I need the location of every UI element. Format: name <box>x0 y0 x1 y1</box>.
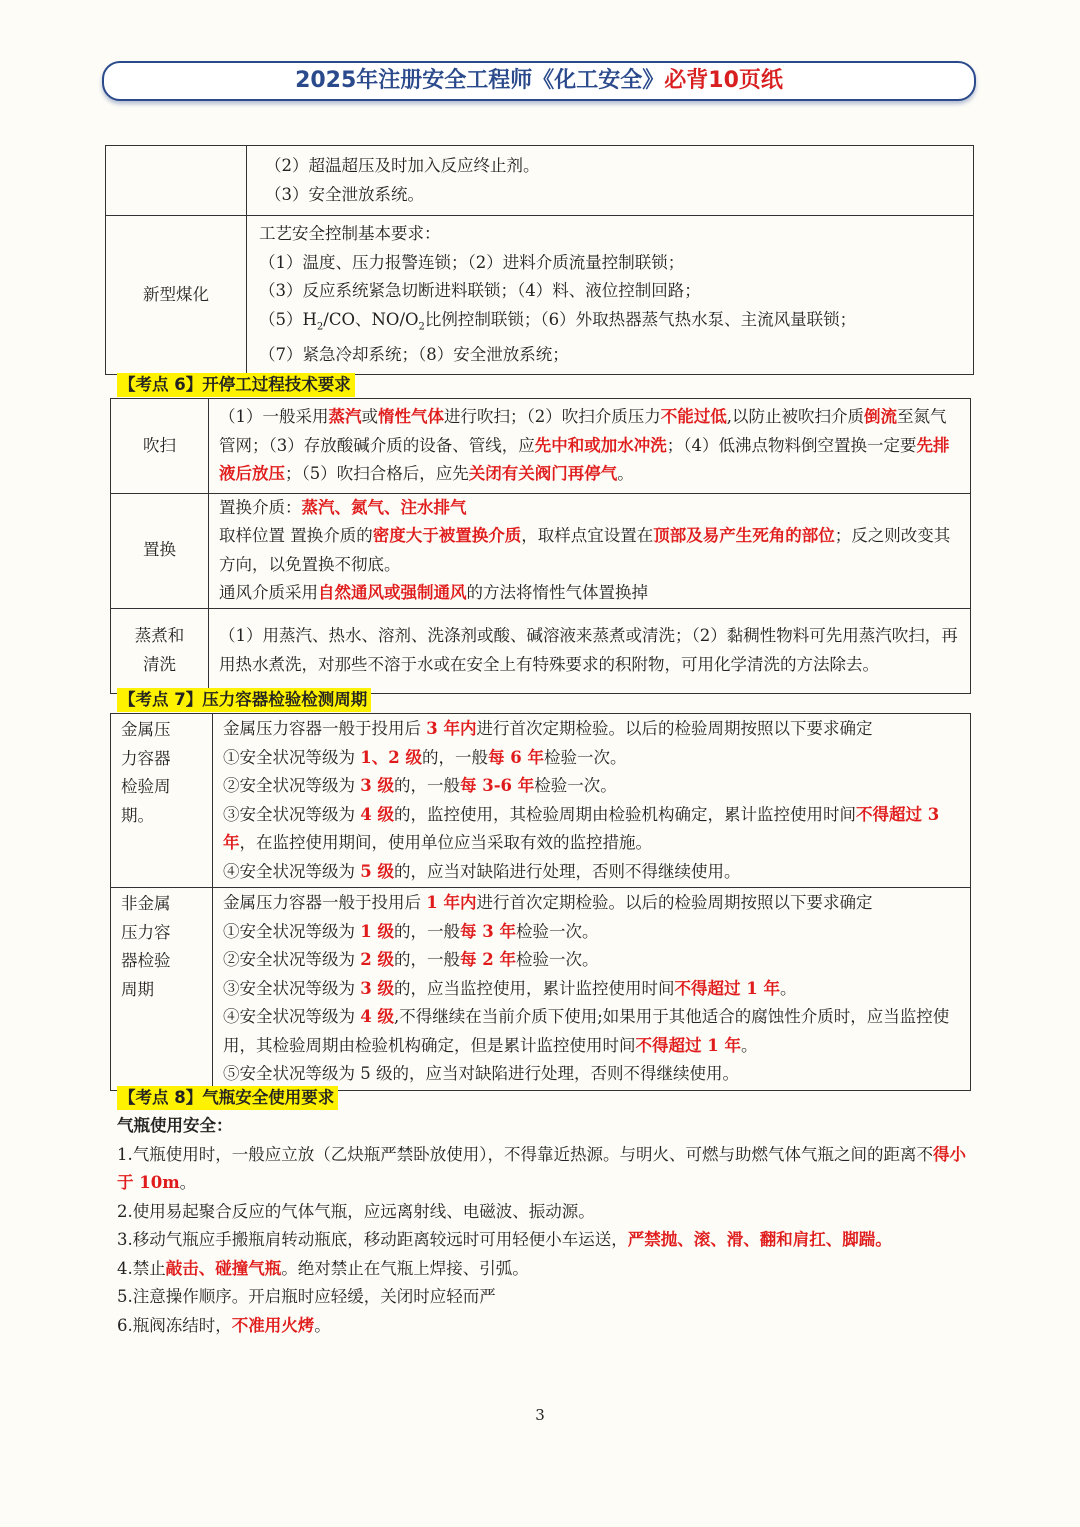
text-line: ④安全状况等级为 4 级,不得继续在当前介质下使用;如果用于其他适合的腐蚀性介质时，应当监控使用，其检验周期由检验机构确定，但是累计监控使用时间不得超过 1 年。 <box>223 1007 950 1055</box>
text-line: ①安全状况等级为 1 级的，一般每 3 年检验一次。 <box>223 921 599 941</box>
page-number: 3 <box>535 1406 545 1424</box>
startup-shutdown-table <box>110 398 971 694</box>
list-item: 6.瓶阀冻结时，不准用火烤。 <box>117 1315 331 1335</box>
text-line: 金属压力容器一般于投用后 1 年内进行首次定期检验。以后的检验周期按照以下要求确定 <box>223 893 873 912</box>
text-line: 工艺安全控制基本要求： <box>259 224 441 243</box>
list-item: 1.气瓶使用时，一般应立放（乙炔瓶严禁卧放使用），不得靠近热源。与明火、可燃与助燃气体气瓶之间的距离不得小于 10m。 <box>117 1144 966 1192</box>
banner-title: 2025年注册安全工程师《化工安全》 <box>295 68 665 93</box>
text-line: ③安全状况等级为 4 级的，监控使用，其检验周期由检验机构确定，累计监控使用时间不得超过 3 年，在监控使用期间，使用单位应当采取有效的监控措施。 <box>223 804 940 852</box>
text-line: 金属压力容器一般于投用后 3 年内进行首次定期检验。以后的检验周期按照以下要求确定 <box>223 719 873 738</box>
text-line: 取样位置 置换介质的密度大于被置换介质，取样点宜设置在顶部及易产生死角的部位；反之则改变其方向，以免置换不彻底。 <box>219 526 951 574</box>
text-line: （3）反应系统紧急切断进料联锁；（4）料、液位控制回路； <box>259 281 701 300</box>
table-row-label: 吹扫 <box>111 399 209 494</box>
text-line: ⑤安全状况等级为 5 级的，应当对缺陷进行处理，否则不得继续使用。 <box>223 1064 739 1083</box>
text-line: （2）超温超压及时加入反应终止剂。 <box>265 156 540 175</box>
table-row-content <box>209 493 971 608</box>
text-line: ②安全状况等级为 2 级的，一般每 2 年检验一次。 <box>223 950 599 969</box>
section-heading: 【考点 7】压力容器检验检测周期 <box>117 688 371 712</box>
text-line: （3）安全泄放系统。 <box>265 184 424 204</box>
list-item: 3.移动气瓶应手搬瓶肩转动瓶底，移动距离较远时可用轻便小车运送，严禁抛、滚、滑、翻和肩扛、脚踹。 <box>117 1230 892 1249</box>
banner-subtitle: 必背10页纸 <box>664 68 783 93</box>
table-row-content <box>213 714 971 888</box>
list-item: 2.使用易起聚合反应的气体气瓶，应远离射线、电磁波、振动源。 <box>117 1201 595 1221</box>
inspection-cycle-table <box>110 713 971 1091</box>
table-row-content <box>247 146 974 216</box>
table-row-content <box>247 216 974 375</box>
text-line: $(5)H_2/CO$、$NO/O_2$比例控制联锁；（6）外取热器蒸气热水泵、主流风量联锁； <box>259 309 857 332</box>
section-heading: 【考点 6】开停工过程技术要求 <box>117 373 355 397</box>
table-row-label: 金属压 力容器 检验周 期。 <box>111 714 213 888</box>
process-control-table <box>105 145 974 375</box>
text-line: 通风介质采用自然通风或强制通风的方法将惰性气体置换掉 <box>219 583 648 602</box>
subheading: 气瓶使用安全： <box>117 1116 233 1135</box>
text-line: ①安全状况等级为 1、2 级的，一般每 6 年检验一次。 <box>223 747 627 767</box>
text-line: 置换介质：蒸汽、氮气、注水排气 <box>219 497 467 517</box>
list-item: 4.禁止敲击、碰撞气瓶。绝对禁止在气瓶上焊接、引弧。 <box>117 1258 529 1278</box>
section-heading: 【考点 8】气瓶安全使用要求 <box>117 1086 338 1110</box>
table-row-label: 蒸煮和 清洗 <box>111 608 209 693</box>
text-line: ②安全状况等级为 3 级的，一般每 3-6 年检验一次。 <box>223 776 617 795</box>
table-row-label: 非金属 压力容 器检验 周期 <box>111 888 213 1091</box>
table-row-content: （1）用蒸汽、热水、溶剂、洗涤剂或酸、碱溶液来蒸煮或清洗；（2）黏稠性物料可先用蒸汽吹扫，再用热水煮洗，对那些不溶于水或在安全上有特殊要求的积附物，可用化学清洗的方法除去。 <box>209 608 971 693</box>
text-line: （7）紧急冷却系统；（8）安全泄放系统； <box>259 345 569 365</box>
table-row-label: 新型煤化 <box>106 216 247 375</box>
table-row-label: 置换 <box>111 493 209 608</box>
table-row-label <box>106 146 247 216</box>
text-line: （1）温度、压力报警连锁；（2）进料介质流量控制联锁； <box>259 252 685 272</box>
table-row-content: （1）一般采用蒸汽或惰性气体进行吹扫；（2）吹扫介质压力不能过低,以防止被吹扫介质倒流至氮气管网；（3）存放酸碱介质的设备、管线，应先中和或加水冲洗；（4）低沸点物料倒空置换一定要先排 液后放压；（5）吹扫合格后，应先关闭有关阀门再停气。 <box>209 399 971 494</box>
gas-cylinder-section <box>117 1112 977 1340</box>
page-banner <box>102 61 976 101</box>
text-line: ④安全状况等级为 5 级的，应当对缺陷进行处理，否则不得继续使用。 <box>223 861 741 881</box>
list-item: 5.注意操作顺序。开启瓶时应轻缓，关闭时应轻而严 <box>117 1287 496 1306</box>
text-line: ③安全状况等级为 3 级的，应当监控使用，累计监控使用时间不得超过 1 年。 <box>223 978 797 998</box>
table-row-content <box>213 888 971 1091</box>
